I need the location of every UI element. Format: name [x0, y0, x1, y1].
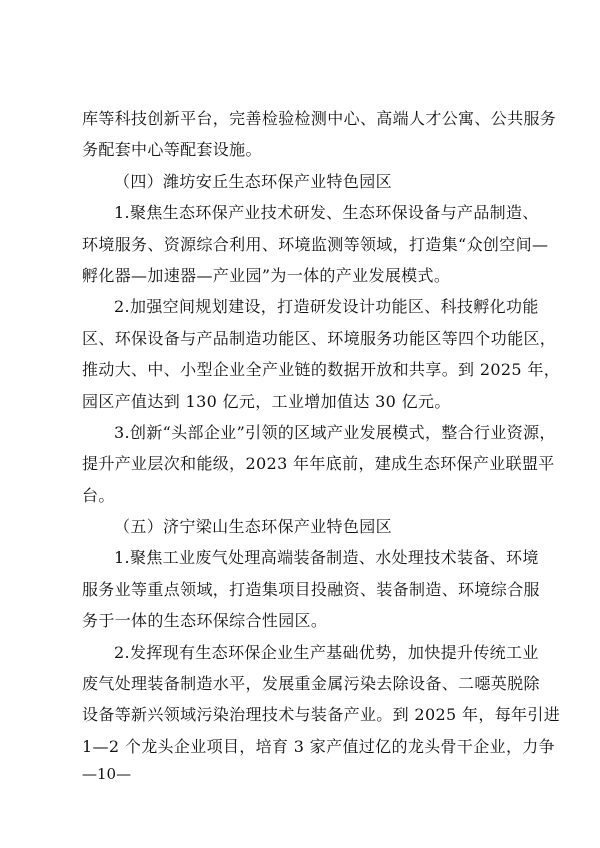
- paragraph-start: 1.聚焦生态环保产业技术研发、生态环保设备与产品制造、: [114, 203, 539, 223]
- text-line: 提升产业层次和能级，2023 年年底前，建成生态环保产业联盟平: [82, 454, 555, 474]
- text-line: 孵化器—加速器—产业园”为一体的产业发展模式。: [82, 265, 451, 285]
- document-body: [82, 103, 561, 762]
- text-line: 推动大、中、小型企业全产业链的数据开放和共享。到 2025 年，: [82, 360, 561, 380]
- text-line: 库等科技创新平台，完善检验检测中心、高端人才公寓、公共服务: [82, 109, 557, 128]
- paragraph-start: 2.加强空间规划建设，打造研发设计功能区、科技孵化功能: [114, 297, 539, 317]
- paragraph-start: 2.发挥现有生态环保企业生产基础优势，加快提升传统工业: [114, 642, 539, 662]
- text-line: 园区产值达到 130 亿元，工业增加值达 30 亿元。: [82, 391, 451, 411]
- text-line: 区、环保设备与产品制造功能区、环境服务功能区等四个功能区，: [82, 328, 557, 348]
- text-line: 服务业等重点领域，打造集项目投融资、装备制造、环境综合服: [82, 579, 540, 599]
- text-line: 设备等新兴领域污染治理技术与装备产业。到 2025 年，每年引进: [82, 705, 561, 725]
- text-line: 1—2 个龙头企业项目，培育 3 家产值过亿的龙头骨干企业，力争: [82, 736, 555, 756]
- section-heading: （五）济宁梁山生态环保产业特色园区: [114, 517, 392, 537]
- section-heading: （四）潍坊安丘生态环保产业特色园区: [114, 171, 392, 191]
- paragraph-start: 1.聚焦工业废气处理高端装备制造、水处理技术装备、环境: [114, 548, 539, 568]
- paragraph-start: 3.创新“头部企业”引领的区域产业发展模式，整合行业资源，: [114, 422, 556, 442]
- text-line: 环境服务、资源综合利用、环境监测等领域，打造集“众创空间—: [82, 234, 549, 254]
- page-number: —10—: [82, 765, 132, 783]
- text-line: 务配套中心等配套设施。: [82, 140, 262, 160]
- text-line: 废气处理装备制造水平，发展重金属污染去除设备、二噁英脱除: [82, 674, 540, 694]
- text-line: 务于一体的生态环保综合性园区。: [82, 611, 328, 631]
- text-line: 台。: [82, 485, 115, 505]
